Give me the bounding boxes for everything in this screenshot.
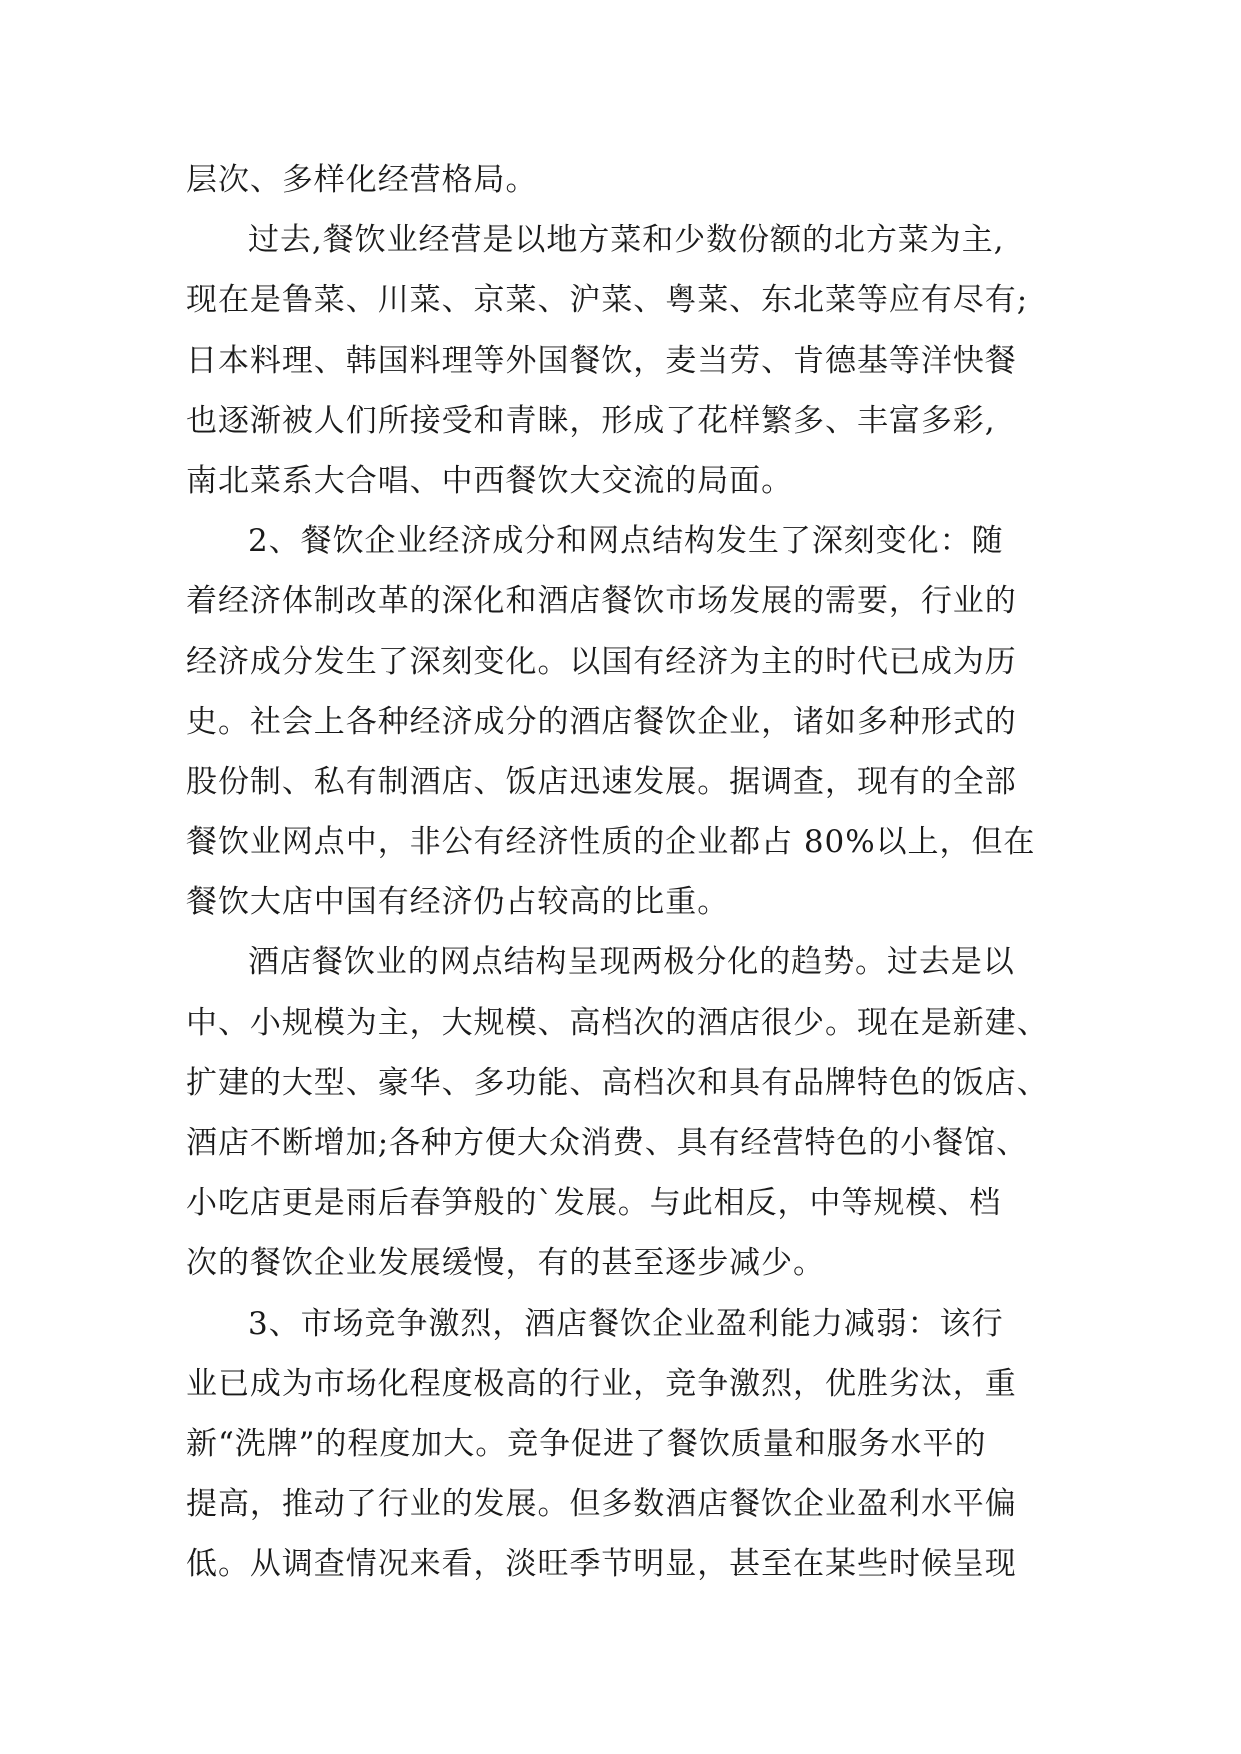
text-line: 新“洗牌”的程度加大。竞争促进了餐饮质量和服务水平的 — [186, 1425, 987, 1462]
text-line: 南北菜系大合唱、中西餐饮大交流的局面。 — [186, 462, 794, 499]
text-line: 股份制、私有制酒店、饭店迅速发展。据调查，现有的全部 — [186, 763, 1017, 800]
text-line: 餐饮业网点中，非公有经济性质的企业都占 80%以上，但在 — [186, 824, 1036, 861]
text-line: 扩建的大型、豪华、多功能、高档次和具有品牌特色的饭店、 — [186, 1064, 1049, 1101]
text-line: 史。社会上各种经济成分的酒店餐饮企业，诸如多种形式的 — [186, 703, 1017, 740]
text-line: 次的餐饮企业发展缓慢，有的甚至逐步减少。 — [186, 1245, 825, 1282]
text-line: 中、小规模为主，大规模、高档次的酒店很少。现在是新建、 — [186, 1004, 1049, 1041]
text-line: 酒店餐饮业的网点结构呈现两极分化的趋势。过去是以 — [248, 944, 1015, 981]
text-line: 酒店不断增加;各种方便大众消费、具有经营特色的小餐馆、 — [186, 1125, 1029, 1161]
text-line: 现在是鲁菜、川菜、京菜、沪菜、粤菜、东北菜等应有尽有; — [186, 282, 1029, 319]
text-line: 层次、多样化经营格局。 — [186, 162, 538, 198]
text-line: 小吃店更是雨后春笋般的`发展。与此相反，中等规模、档 — [186, 1185, 1002, 1222]
text-line: 经济成分发生了深刻变化。以国有经济为主的时代已成为历 — [186, 643, 1017, 680]
text-line: 2、餐饮企业经济成分和网点结构发生了深刻变化：随 — [248, 523, 1004, 560]
body-text — [186, 150, 1066, 1595]
text-line: 过去,餐饮业经营是以地方菜和少数份额的北方菜为主, — [248, 222, 1005, 259]
text-line: 餐饮大店中国有经济仍占较高的比重。 — [186, 884, 730, 921]
text-line: 日本料理、韩国料理等外国餐饮，麦当劳、肯德基等洋快餐 — [186, 342, 1017, 379]
text-line: 着经济体制改革的深化和酒店餐饮市场发展的需要，行业的 — [186, 583, 1017, 620]
text-line: 提高，推动了行业的发展。但多数酒店餐饮企业盈利水平偏 — [186, 1486, 1017, 1523]
text-line: 低。从调查情况来看，淡旺季节明显，甚至在某些时候呈现 — [186, 1546, 1017, 1583]
text-line: 业已成为市场化程度极高的行业，竞争激烈，优胜劣汰，重 — [186, 1365, 1017, 1402]
text-line: 也逐渐被人们所接受和青睐，形成了花样繁多、丰富多彩, — [186, 402, 996, 439]
text-line: 3、市场竞争激烈，酒店餐饮企业盈利能力减弱：该行 — [248, 1305, 1004, 1342]
